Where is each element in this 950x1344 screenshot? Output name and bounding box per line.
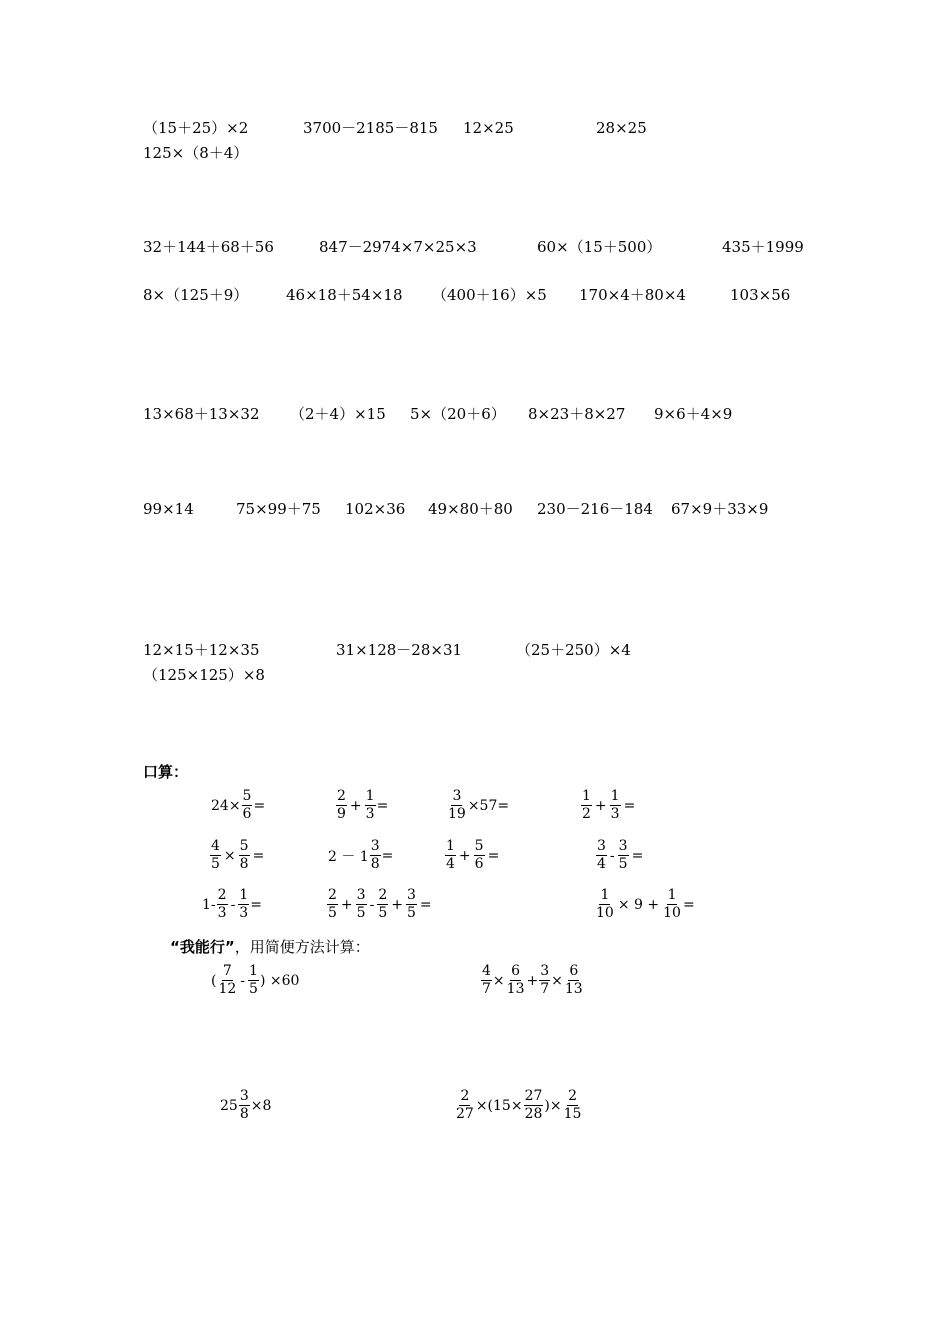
section-heading-oral: 口算： xyxy=(143,763,189,781)
problem: 32＋144＋68＋56 xyxy=(143,238,274,256)
problem: 8×（125＋9） xyxy=(143,286,249,304)
problem: （2＋4）×15 xyxy=(290,405,386,423)
problem: 12×15＋12×35 xyxy=(143,641,260,659)
oral-item: $\frac{1}{4}$ + $\frac{5}{6}$ = xyxy=(446,838,500,872)
problem: 67×9＋33×9 xyxy=(671,500,769,518)
oral-item: $\frac{1}{2}$ + $\frac{1}{3}$ = xyxy=(582,788,636,822)
oral-item: 24× $\frac{5}{6}$ = xyxy=(211,788,266,822)
problem: 9×6＋4×9 xyxy=(654,405,733,423)
problem: 102×36 xyxy=(345,500,406,518)
problem: 12×25 xyxy=(463,119,514,137)
oral-item: $\frac{2}{5}$ + $\frac{3}{5}$ - $\frac{2}{5}$ + $\frac{3}{5}$ = xyxy=(328,887,432,921)
problem: 60×（15＋500） xyxy=(537,238,662,256)
simple-item: ( $\frac{7}{12}$ - $\frac{1}{5}$ ) ×60 xyxy=(211,963,300,997)
problem: 103×56 xyxy=(730,286,791,304)
oral-item: $\frac{1}{10}$ × 9 + $\frac{1}{10}$ = xyxy=(596,887,695,921)
oral-item: $\frac{4}{5}$ × $\frac{5}{8}$ = xyxy=(211,838,265,872)
problem: 31×128－28×31 xyxy=(336,641,463,659)
problem: 847－2974×7×25×3 xyxy=(319,238,477,256)
problem: 13×68＋13×32 xyxy=(143,405,260,423)
problem: 28×25 xyxy=(596,119,647,137)
simple-item: $\frac{4}{7}$ × $\frac{6}{13}$ + $\frac{3}{7}$ × $\frac{6}{13}$ xyxy=(482,963,583,997)
oral-item: $\frac{3}{4}$ - $\frac{3}{5}$ = xyxy=(597,838,644,872)
problem: （400＋16）×5 xyxy=(432,286,547,304)
problem: （125×125）×8 xyxy=(143,666,265,684)
oral-item: 2 － 1 $\frac{3}{8}$ = xyxy=(328,838,394,872)
oral-item: $\frac{2}{9}$ + $\frac{1}{3}$ = xyxy=(337,788,389,822)
problem: 230－216－184 xyxy=(537,500,653,518)
problem: 46×18＋54×18 xyxy=(286,286,403,304)
oral-item: $\frac{3}{19}$ ×57= xyxy=(448,788,510,822)
simple-item: $\frac{2}{27}$ ×(15× $\frac{27}{28}$ )× $\frac{2}{15}$ xyxy=(456,1088,582,1122)
problem: 125×（8＋4） xyxy=(143,144,249,162)
simple-item: 25 $\frac{3}{8}$ ×8 xyxy=(220,1088,272,1122)
problem: （25＋250）×4 xyxy=(516,641,631,659)
problem: 8×23＋8×27 xyxy=(528,405,626,423)
problem: 170×4＋80×4 xyxy=(579,286,686,304)
problem: 5×（20＋6） xyxy=(410,405,506,423)
section-heading-simple: “我能行”，用简便方法计算： xyxy=(170,938,370,956)
problem: 99×14 xyxy=(143,500,194,518)
problem: （15＋25）×2 xyxy=(143,119,249,137)
oral-item: 1- $\frac{2}{3}$ - $\frac{1}{3}$ = xyxy=(202,887,262,921)
problem: 3700－2185－815 xyxy=(303,119,438,137)
problem: 435＋1999 xyxy=(722,238,804,256)
problem: 75×99＋75 xyxy=(236,500,321,518)
problem: 49×80＋80 xyxy=(428,500,513,518)
